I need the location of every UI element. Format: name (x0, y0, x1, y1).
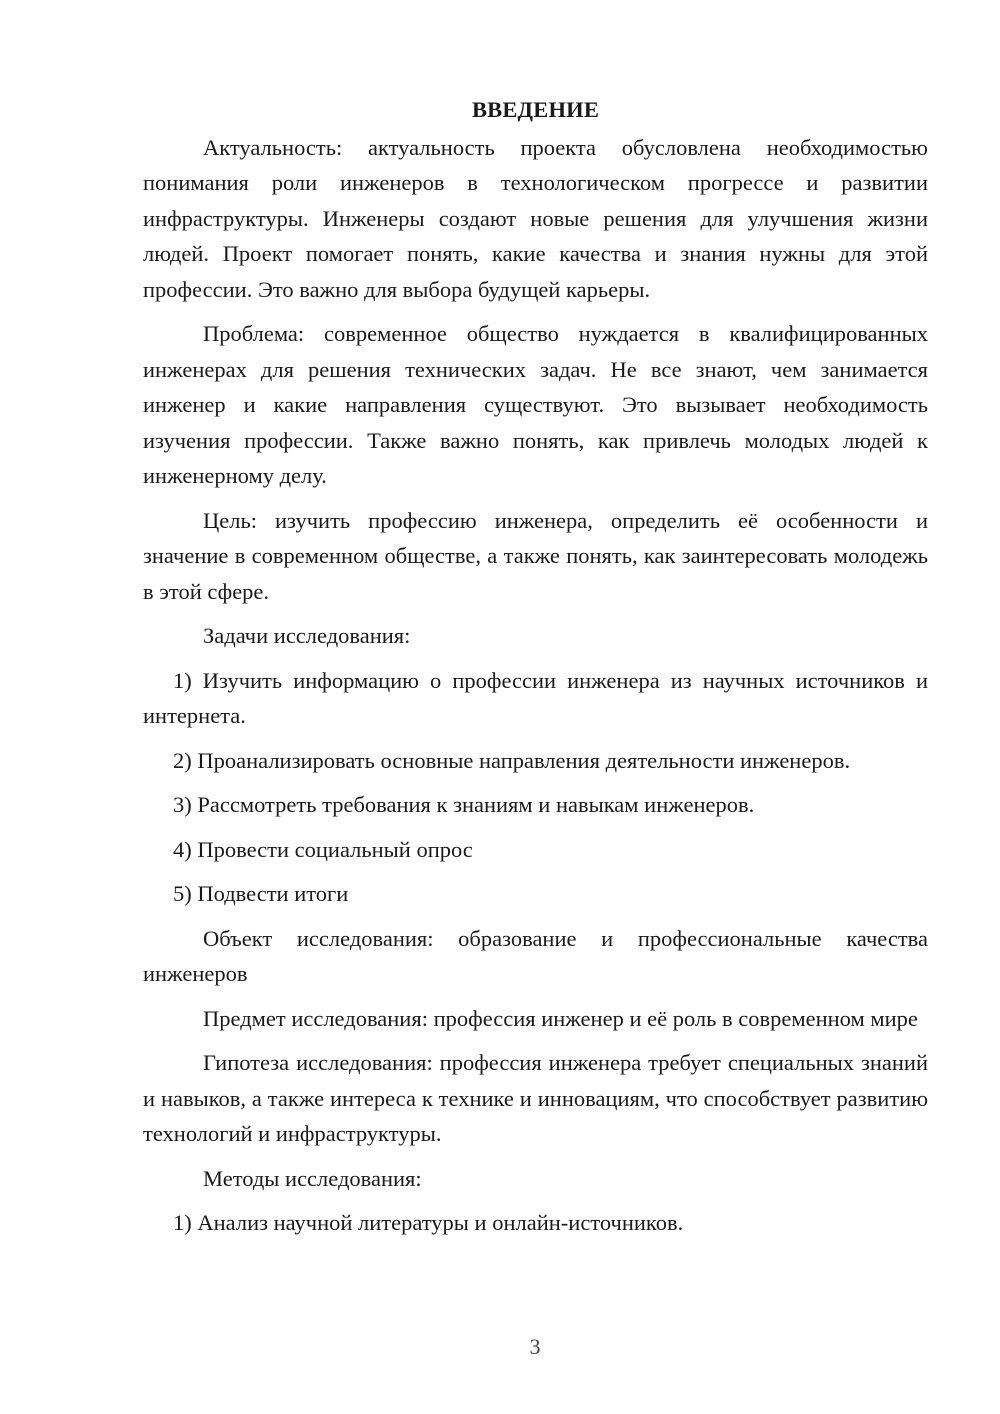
relevance-paragraph: Актуальность: актуальность проекта обусловлена необходимостью понимания роли инженеров в технологическом прогрессе и развитии инфраструктуры. Инженеры создают новые решения для улучшения жизни людей. Проект помогает понять, какие качества и знания нужны для этой профессии. Это важно для выбора будущей карьеры. (143, 134, 928, 302)
task-item-5: 5) Подвести итоги (173, 881, 349, 906)
subject-paragraph: Предмет исследования: профессия инженер и её роль в современном мире (203, 1005, 918, 1031)
methods-heading: Методы исследования: (203, 1165, 422, 1191)
task-item-2: 2) Проанализировать основные направления деятельности инженеров. (173, 747, 851, 773)
task-item-1: 1) Изучить информацию о профессии инженера из научных источников и интернета. (143, 667, 928, 728)
task-item-4: 4) Провести социальный опрос (173, 836, 473, 862)
method-item-1: 1) Анализ научной литературы и онлайн-источников. (173, 1210, 684, 1235)
problem-paragraph: Проблема: современное общество нуждается в квалифицированных инженерах для решения технических задач. Не все знают, чем занимается инженер и какие направления существуют. Это вызывает необходимость изучения профессии. Также важно понять, как привлечь молодых людей к инженерному делу. (143, 321, 928, 488)
object-paragraph: Объект исследования: образование и профессиональные качества инженеров (143, 925, 928, 986)
task-item-3: 3) Рассмотреть требования к знаниям и навыкам инженеров. (173, 792, 755, 817)
section-heading: ВВЕДЕНИЕ (471, 97, 600, 122)
document-page (143, 92, 928, 1250)
goal-paragraph: Цель: изучить профессию инженера, определить её особенности и значение в современном обществе, а также понять, как заинтересовать молодежь в этой сфере. (143, 507, 928, 604)
hypothesis-paragraph: Гипотеза исследования: профессия инженера требует специальных знаний и навыков, а также интереса к технике и инновациям, что способствует развитию технологий и инфраструктуры. (143, 1050, 928, 1146)
tasks-heading: Задачи исследования: (203, 623, 411, 648)
page-number: 3 (529, 1334, 541, 1359)
